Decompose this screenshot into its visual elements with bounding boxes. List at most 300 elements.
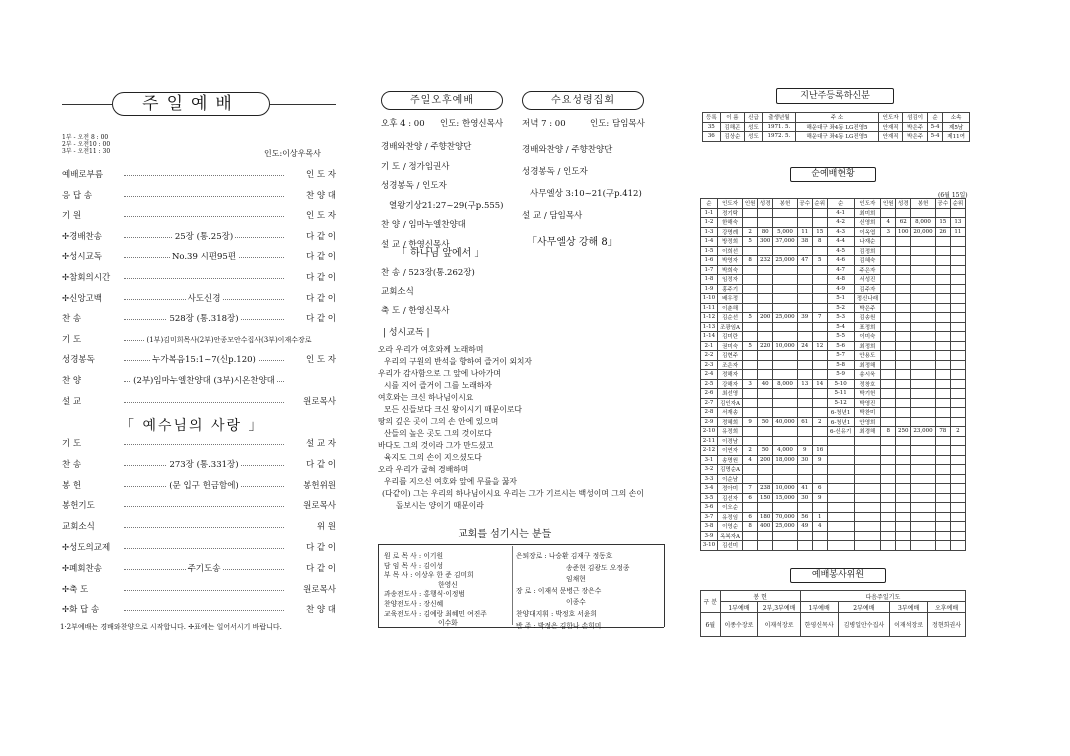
reading-line: 우리의 구원의 반석을 향하여 즐거이 외치자 xyxy=(384,357,532,366)
order-row xyxy=(62,353,336,367)
attendance-cell xyxy=(881,303,896,313)
attendance-cell xyxy=(854,541,881,551)
attendance-cell xyxy=(812,275,827,285)
attendance-cell xyxy=(797,218,812,228)
servant-line: 장 로 : 이재석 문병근 장은수 xyxy=(516,586,602,595)
attendance-header: 인원 xyxy=(743,199,758,209)
servant-line: 찬양전도사 : 장신혜 xyxy=(384,600,444,608)
attendance-cell: 이오순 xyxy=(717,503,742,513)
attendance-cell xyxy=(797,332,812,342)
order-dots xyxy=(124,548,284,549)
table-row xyxy=(701,218,966,228)
attendance-cell xyxy=(935,332,950,342)
order-leader: 인 도 자 xyxy=(305,170,336,180)
attendance-cell xyxy=(743,208,758,218)
attendance-cell xyxy=(773,465,798,475)
table-row xyxy=(701,484,966,494)
attendance-cell: 7 xyxy=(743,484,758,494)
attendance-cell xyxy=(881,531,896,541)
attendance-header: 순위 xyxy=(812,199,827,209)
newcomer-cell: 해운대구 좌4동 LG진영5 xyxy=(796,122,879,132)
wednesday-time: 저녁 7 : 00 xyxy=(522,119,566,129)
order-row xyxy=(62,374,336,388)
order-detail-text: (2부)임마누엘찬양대 (3부)시온찬양대 xyxy=(133,376,275,386)
attendance-cell xyxy=(950,493,965,503)
attendance-cell xyxy=(950,351,965,361)
attendance-cell xyxy=(911,484,936,494)
attendance-cell: 8,000 xyxy=(773,379,798,389)
attendance-cell xyxy=(827,484,854,494)
attendance-cell xyxy=(797,408,812,418)
order-detail xyxy=(124,479,284,493)
service-times xyxy=(62,134,110,155)
order-row xyxy=(62,333,336,347)
attendance-cell xyxy=(896,379,911,389)
attendance-cell xyxy=(797,398,812,408)
attendance-cell xyxy=(896,522,911,532)
attendance-cell: 3 xyxy=(743,379,758,389)
attendance-cell: 2 xyxy=(743,227,758,237)
order-label: ✢경배찬송 xyxy=(62,231,102,242)
service-committee-table xyxy=(700,590,966,637)
attendance-cell xyxy=(743,541,758,551)
attendance-header: 공수 xyxy=(935,199,950,209)
attendance-cell xyxy=(950,370,965,380)
attendance-cell xyxy=(797,465,812,475)
attendance-cell: 6-청년1 xyxy=(827,417,854,427)
attendance-cell: 안영희 xyxy=(854,417,881,427)
attendance-cell: 4-6 xyxy=(827,256,854,266)
attendance-cell: 유정임 xyxy=(717,512,742,522)
attendance-cell: 11 xyxy=(797,227,812,237)
attendance-cell: 3-6 xyxy=(701,503,718,513)
attendance-cell: 2-3 xyxy=(701,360,718,370)
attendance-date: (6월 15일) xyxy=(938,192,968,199)
reading-line: 우리를 지으신 여호와 앞에 무릎을 꿇자 xyxy=(384,477,517,486)
attendance-cell xyxy=(812,265,827,275)
attendance-cell xyxy=(743,218,758,228)
attendance-cell: 41 xyxy=(797,484,812,494)
attendance-cell: 4-2 xyxy=(827,218,854,228)
attendance-cell xyxy=(911,503,936,513)
title-rule-left xyxy=(62,104,112,105)
attendance-cell: 3-2 xyxy=(701,465,718,475)
table-row xyxy=(701,284,966,294)
attendance-cell xyxy=(743,303,758,313)
servants-rule-top xyxy=(378,544,664,545)
attendance-cell: 10,000 xyxy=(773,484,798,494)
attendance-cell xyxy=(950,484,965,494)
attendance-cell: 16 xyxy=(812,446,827,456)
attendance-header: 봉헌 xyxy=(911,199,936,209)
attendance-cell xyxy=(935,522,950,532)
attendance-cell: 78 xyxy=(935,427,950,437)
attendance-cell xyxy=(911,455,936,465)
table-row xyxy=(701,408,966,418)
attendance-cell: 조은자 xyxy=(717,360,742,370)
attendance-cell xyxy=(797,275,812,285)
order-label: 예배로부름 xyxy=(62,170,104,180)
attendance-cell xyxy=(881,379,896,389)
attendance-cell xyxy=(950,455,965,465)
attendance-cell xyxy=(896,332,911,342)
attendance-cell xyxy=(797,294,812,304)
table-row xyxy=(701,227,966,237)
attendance-cell: 30 xyxy=(797,455,812,465)
attendance-cell xyxy=(950,322,965,332)
order-leader: 다 같 이 xyxy=(305,231,336,242)
attendance-cell xyxy=(773,246,798,256)
table-row xyxy=(701,360,966,370)
order-row xyxy=(62,499,336,513)
service-month: 6월 xyxy=(701,613,721,637)
attendance-header: 공수 xyxy=(797,199,812,209)
attendance-cell xyxy=(773,265,798,275)
attendance-cell xyxy=(881,408,896,418)
attendance-cell xyxy=(773,398,798,408)
reading-line: 여호와는 크신 하나님이시요 xyxy=(378,393,474,402)
attendance-cell xyxy=(896,246,911,256)
afternoon-line: 교회소식 xyxy=(381,287,414,297)
attendance-cell: 1-6 xyxy=(701,256,718,266)
attendance-cell: 15 xyxy=(935,218,950,228)
order-label: 봉헌기도 xyxy=(62,501,95,512)
table-row xyxy=(701,322,966,332)
attendance-cell: 8,000 xyxy=(911,218,936,228)
newcomer-header: 순 xyxy=(927,113,942,123)
table-row xyxy=(701,474,966,484)
attendance-cell: 4-1 xyxy=(827,208,854,218)
order-row xyxy=(62,209,336,223)
servant-line: 교육전도사 : 김예랑 최혜민 여진주 xyxy=(384,609,487,618)
attendance-cell xyxy=(896,256,911,266)
order-detail xyxy=(124,562,284,576)
order-label: 찬 송 xyxy=(62,314,82,325)
attendance-cell: 강해자 xyxy=(717,379,742,389)
order-row xyxy=(62,603,336,617)
newcomer-cell: 5-4 xyxy=(927,132,942,142)
order-label: ✢성시교독 xyxy=(62,252,102,263)
attendance-cell xyxy=(743,465,758,475)
newcomer-cell: 1972. 5. xyxy=(762,132,795,142)
attendance-cell xyxy=(797,427,812,437)
attendance-cell: 6-신유기 xyxy=(827,427,854,437)
attendance-cell xyxy=(797,351,812,361)
attendance-cell: 서재송 xyxy=(717,408,742,418)
attendance-cell xyxy=(881,322,896,332)
order-label: ✢화 답 송 xyxy=(62,605,100,616)
order-detail-text: No.39 시편95편 xyxy=(171,252,237,263)
attendance-cell xyxy=(797,322,812,332)
attendance-cell xyxy=(896,484,911,494)
attendance-cell xyxy=(881,275,896,285)
order-row xyxy=(62,479,336,493)
attendance-cell: 송시욱 xyxy=(854,370,881,380)
attendance-cell: 5 xyxy=(743,313,758,323)
attendance-cell: 박영자 xyxy=(717,256,742,266)
attendance-cell xyxy=(950,208,965,218)
attendance-cell: 박기헌 xyxy=(854,389,881,399)
attendance-cell xyxy=(911,379,936,389)
attendance-cell: 5-4 xyxy=(827,322,854,332)
newcomer-cell: 성도 xyxy=(745,122,763,132)
attendance-cell xyxy=(896,237,911,247)
reading-line: 모든 신들보다 크신 왕이시기 때문이로다 xyxy=(384,405,522,414)
order-label: 응 답 송 xyxy=(62,190,93,201)
order-leader: 위 원 xyxy=(316,522,336,533)
attendance-cell: 박영진 xyxy=(854,398,881,408)
service-name: 김병일안수집사 xyxy=(838,613,890,637)
attendance-cell xyxy=(773,474,798,484)
attendance-cell xyxy=(911,389,936,399)
service-subheader: 2부,3부예배 xyxy=(758,602,800,613)
order-leader: 봉헌위원 xyxy=(303,480,336,491)
attendance-cell xyxy=(935,322,950,332)
attendance-cell: 1-11 xyxy=(701,303,718,313)
attendance-cell: 6 xyxy=(812,484,827,494)
attendance-cell xyxy=(758,503,773,513)
attendance-cell: 18,000 xyxy=(773,455,798,465)
newcomers-table xyxy=(702,112,970,142)
attendance-cell: 강명례 xyxy=(717,227,742,237)
attendance-cell xyxy=(935,237,950,247)
attendance-cell xyxy=(911,370,936,380)
attendance-cell xyxy=(881,370,896,380)
newcomer-cell: 성도 xyxy=(745,132,763,142)
attendance-cell xyxy=(743,332,758,342)
order-row xyxy=(62,437,336,451)
servants-rule-left xyxy=(378,544,379,627)
order-leader: 원로목사 xyxy=(303,501,336,512)
attendance-cell xyxy=(797,360,812,370)
attendance-cell xyxy=(797,531,812,541)
attendance-cell xyxy=(812,465,827,475)
attendance-cell: 20,000 xyxy=(911,227,936,237)
attendance-cell: 김순선 xyxy=(717,313,742,323)
attendance-cell xyxy=(896,398,911,408)
attendance-cell xyxy=(773,408,798,418)
order-leader: 다 같 이 xyxy=(305,314,336,325)
order-row xyxy=(62,189,336,203)
service-name: 정현희권사 xyxy=(928,613,966,637)
attendance-cell: 5-9 xyxy=(827,370,854,380)
attendance-cell xyxy=(896,360,911,370)
attendance-cell: 2-5 xyxy=(701,379,718,389)
attendance-title: 순예배현황 xyxy=(790,167,876,182)
reading-title: | 성시교독 | xyxy=(383,328,430,338)
attendance-cell: 6 xyxy=(743,512,758,522)
wednesday-line: 사무엘상 3:10~21(구p.412) xyxy=(530,189,642,199)
attendance-cell: 3-3 xyxy=(701,474,718,484)
attendance-cell: 238 xyxy=(758,484,773,494)
attendance-cell: 49 xyxy=(797,522,812,532)
servant-line: 한영신 xyxy=(438,580,458,589)
attendance-cell: 70,000 xyxy=(773,512,798,522)
attendance-cell xyxy=(950,265,965,275)
table-row xyxy=(701,332,966,342)
table-row xyxy=(701,417,966,427)
attendance-cell: 4-3 xyxy=(827,227,854,237)
attendance-cell xyxy=(896,408,911,418)
attendance-cell: 이희선 xyxy=(717,246,742,256)
attendance-cell: 2-7 xyxy=(701,398,718,408)
attendance-cell: 13 xyxy=(797,379,812,389)
attendance-cell xyxy=(881,341,896,351)
order-leader: 설 교 자 xyxy=(305,439,336,449)
attendance-cell: 12 xyxy=(812,341,827,351)
order-row xyxy=(62,458,336,472)
attendance-cell xyxy=(758,398,773,408)
attendance-cell: 정혜희 xyxy=(717,417,742,427)
order-detail-text: 주기도송 xyxy=(187,563,221,574)
newcomer-cell: 박은주 xyxy=(903,122,928,132)
attendance-cell xyxy=(743,360,758,370)
attendance-cell xyxy=(911,351,936,361)
service-subheader: 2부예배 xyxy=(838,602,890,613)
reading-line: 오라 우리가 여호와께 노래하며 xyxy=(378,345,484,354)
attendance-cell: 38 xyxy=(797,237,812,247)
attendance-cell xyxy=(950,256,965,266)
attendance-cell xyxy=(896,446,911,456)
attendance-cell xyxy=(911,541,936,551)
order-row xyxy=(62,250,336,264)
servant-line: 송준현 김광도 오정종 xyxy=(566,563,630,572)
attendance-cell xyxy=(743,246,758,256)
attendance-cell xyxy=(743,503,758,513)
order-dots xyxy=(124,278,284,279)
attendance-cell: 이연자 xyxy=(717,446,742,456)
attendance-cell: 2-4 xyxy=(701,370,718,380)
attendance-cell: 1-9 xyxy=(701,284,718,294)
order-detail-text: 273장 (통.331장) xyxy=(169,459,239,470)
attendance-cell: 9 xyxy=(812,493,827,503)
table-row xyxy=(701,370,966,380)
attendance-cell xyxy=(758,474,773,484)
wednesday-line: 설 교 / 담임목사 xyxy=(522,211,583,221)
attendance-cell xyxy=(743,322,758,332)
attendance-cell xyxy=(743,531,758,541)
attendance-cell: 방정희 xyxy=(717,237,742,247)
attendance-cell xyxy=(827,436,854,446)
attendance-cell: 2 xyxy=(950,427,965,437)
attendance-cell: 김명순A xyxy=(717,465,742,475)
order-detail xyxy=(124,292,284,306)
service-header: 봉 헌 xyxy=(720,591,800,602)
order-detail xyxy=(124,374,284,388)
attendance-cell: 이미숙 xyxy=(854,332,881,342)
table-row xyxy=(701,427,966,437)
attendance-cell xyxy=(935,389,950,399)
attendance-cell: 유정희 xyxy=(717,427,742,437)
table-row xyxy=(701,446,966,456)
attendance-cell xyxy=(773,332,798,342)
attendance-cell: 4-5 xyxy=(827,246,854,256)
order-detail-text: 528장 (통.318장) xyxy=(169,314,239,325)
attendance-cell xyxy=(950,522,965,532)
attendance-cell xyxy=(854,512,881,522)
attendance-cell xyxy=(773,427,798,437)
attendance-cell xyxy=(950,474,965,484)
wednesday-sermon: 「사무엘상 강해 8」 xyxy=(527,237,618,248)
attendance-cell: 1-13 xyxy=(701,322,718,332)
attendance-cell: 47 xyxy=(797,256,812,266)
attendance-cell xyxy=(896,275,911,285)
order-leader: 찬 양 대 xyxy=(305,190,336,201)
attendance-cell xyxy=(881,398,896,408)
newcomer-header: 신급 xyxy=(745,113,763,123)
newcomer-cell: 35 xyxy=(703,122,721,132)
attendance-cell: 3-4 xyxy=(701,484,718,494)
attendance-cell: 25,000 xyxy=(773,256,798,266)
attendance-cell xyxy=(935,398,950,408)
attendance-cell xyxy=(743,370,758,380)
attendance-cell xyxy=(911,303,936,313)
order-leader: 다 같 이 xyxy=(305,563,336,574)
attendance-cell: 최정희 xyxy=(854,341,881,351)
attendance-cell: 2-10 xyxy=(701,427,718,437)
attendance-cell xyxy=(854,436,881,446)
attendance-cell: 2 xyxy=(812,417,827,427)
attendance-cell xyxy=(935,351,950,361)
attendance-cell: 배우정 xyxy=(717,294,742,304)
attendance-cell xyxy=(950,541,965,551)
attendance-cell xyxy=(935,360,950,370)
attendance-cell: 26 xyxy=(935,227,950,237)
attendance-cell: 1-12 xyxy=(701,313,718,323)
attendance-cell xyxy=(812,360,827,370)
attendance-cell xyxy=(935,370,950,380)
attendance-cell xyxy=(797,503,812,513)
wednesday-title: 수요성령집회 xyxy=(522,91,644,110)
attendance-cell xyxy=(854,503,881,513)
servant-line: 이종수 xyxy=(566,598,586,607)
attendance-cell xyxy=(743,436,758,446)
order-detail-text: 25장 (통.25장) xyxy=(174,231,234,242)
attendance-cell xyxy=(812,427,827,437)
attendance-cell: 나재순 xyxy=(854,237,881,247)
attendance-cell: 62 xyxy=(896,218,911,228)
attendance-cell: 220 xyxy=(758,341,773,351)
afternoon-line: 기 도 / 정가임권사 xyxy=(381,161,450,172)
order-detail-text: 사도신경 xyxy=(187,293,221,304)
attendance-cell xyxy=(935,493,950,503)
attendance-cell xyxy=(911,360,936,370)
table-row xyxy=(701,256,966,266)
attendance-cell xyxy=(896,370,911,380)
order-leader: 원로목사 xyxy=(303,584,336,595)
attendance-cell xyxy=(935,465,950,475)
attendance-cell: 안용도 xyxy=(854,351,881,361)
service-time: 1부 - 오전 8 : 00 xyxy=(62,134,109,141)
attendance-cell: 1-3 xyxy=(701,227,718,237)
attendance-cell xyxy=(911,398,936,408)
attendance-cell xyxy=(773,503,798,513)
attendance-cell xyxy=(911,512,936,522)
order-row xyxy=(62,541,336,555)
attendance-cell xyxy=(854,474,881,484)
attendance-cell xyxy=(812,541,827,551)
attendance-cell xyxy=(854,446,881,456)
attendance-cell xyxy=(935,294,950,304)
attendance-cell: 이춘해 xyxy=(717,303,742,313)
attendance-cell xyxy=(773,351,798,361)
attendance-header: 인도자 xyxy=(717,199,742,209)
attendance-cell xyxy=(812,531,827,541)
attendance-cell: 5-5 xyxy=(827,332,854,342)
attendance-cell xyxy=(911,275,936,285)
attendance-cell xyxy=(881,493,896,503)
attendance-cell: 1-5 xyxy=(701,246,718,256)
